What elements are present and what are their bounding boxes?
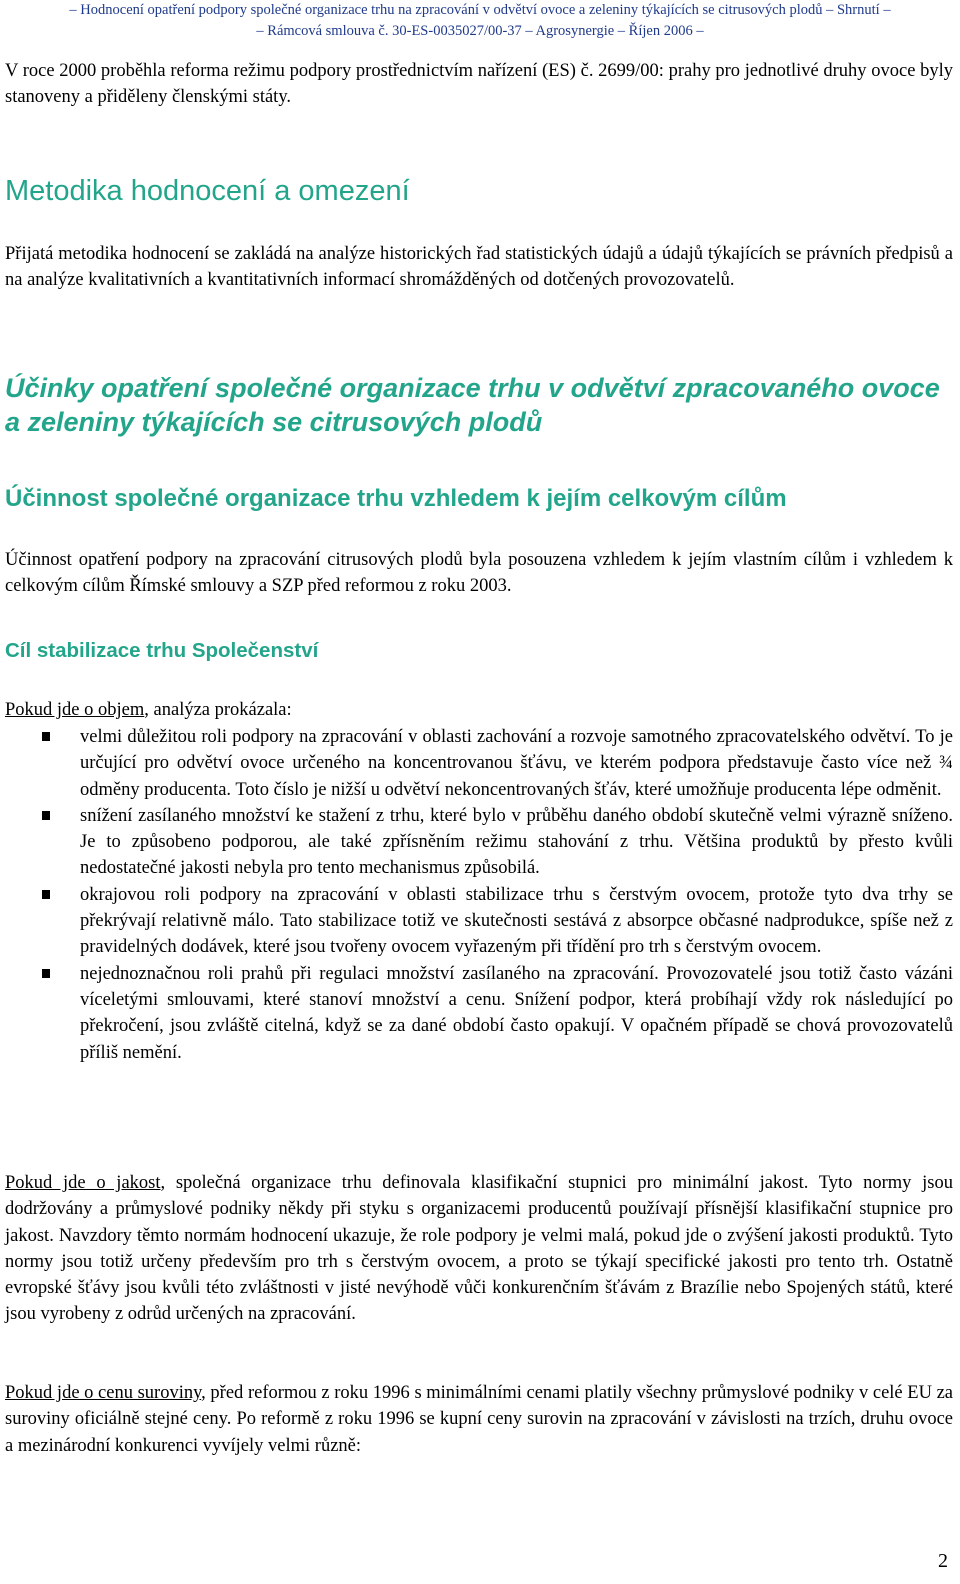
page-number: 2 — [938, 1550, 948, 1572]
stabilization-heading: Cíl stabilizace trhu Společenství — [5, 639, 319, 662]
quality-paragraph — [5, 1170, 953, 1328]
bullet-text: okrajovou roli podpory na zpracování v oblasti stabilizace trhu s čerstvým ovocem, protože tyto dva trhy se překrývají relativně málo. Tato stabilizace totiž ve skutečnosti sestává z absorpce občasné nadprodukce, spíše než z pravidelných dodávek, které jsou tvořeny ovocem vyřazeným při třídění pro trh s čerstvým ovocem. — [80, 884, 953, 958]
price-rest: , před reformou z roku 1996 s minimálními cenami platily všechny průmyslové podniky v celé EU za suroviny oficiálně stejné ceny. Po reformě z roku 1996 se kupní ceny surovin na zpracování v závislosti na trzích, druhu ovoce a mezinárodní konkurenci vyvíjely velmi různě: — [5, 1383, 953, 1456]
square-bullet-icon — [42, 890, 50, 899]
list-item — [5, 961, 953, 1066]
list-item — [5, 724, 953, 803]
effects-heading: Účinky opatření společné organizace trhu v odvětví zpracovaného ovoce a zeleniny týkajících se citrusových plodů — [5, 373, 940, 437]
bullet-text: nejednoznačnou roli prahů při regulaci množství zasílaného na zpracování. Provozovatelé jsou totiž často vázáni víceletými smlouvami, které stanoví množství a cenu. Snížení podpor, která probíhají vždy rok následující po překročení, jsou zvláště citelná, když se za dané období často opakují. V opačném případě se chová provozovatelů příliš nemění. — [80, 963, 953, 1063]
list-item — [5, 882, 953, 961]
methodology-paragraph: Přijatá metodika hodnocení se zakládá na analýze historických řad statistických údajů a údajů týkajících se právních předpisů a na analýze kvalitativních a kvantitativních informací shromážděných od dotčených provozovatelů. — [5, 244, 953, 291]
effectiveness-paragraph: Účinnost opatření podpory na zpracování citrusových plodů byla posouzena vzhledem k jejím vlastním cílům i vzhledem k celkovým cílům Římské smlouvy a SZP před reformou z roku 2003. — [5, 550, 953, 597]
volume-lead-rest: , analýza prokázala: — [144, 700, 292, 720]
header-line-1: – Hodnocení opatření podpory společné organizace trhu na zpracování v odvětví ovoce a zeleniny týkajících se citrusových plodů – Shrnutí – — [69, 2, 891, 18]
square-bullet-icon — [42, 732, 50, 741]
price-lead-underlined: Pokud jde o cenu suroviny — [5, 1383, 202, 1403]
effectiveness-heading: Účinnost společné organizace trhu vzhledem k jejím celkovým cílům — [5, 485, 787, 512]
intro-paragraph: V roce 2000 proběhla reforma režimu podpory prostřednictvím nařízení (ES) č. 2699/00: prahy pro jednotlivé druhy ovoce byly stanoveny a přiděleny členskými státy. — [5, 61, 953, 108]
volume-lead — [5, 697, 953, 723]
price-paragraph — [5, 1380, 953, 1459]
bullet-text: snížení zasílaného množství ke stažení z trhu, které bylo v průběhu daného období skutečně velmi výrazně sníženo. Je to způsobeno podporou, ale také zpřísněním režimu stahování z trhu. Většina produktů by přesto kvůli nedostatečné jakosti nebyla pro tento mechanismus způsobilá. — [80, 805, 953, 879]
bullet-text: velmi důležitou roli podpory na zpracování v oblasti zachování a rozvoje samotného zpracovatelského odvětví. To je určující pro odvětví ovoce určeného na koncentrovanou šťávu, ve kterém podpora představuje často více než ¾ odměny producenta. Toto číslo je nižší u odvětví nekoncentrovaných šťáv, které umožňuje producenta lépe odměnit. — [80, 727, 953, 800]
methodology-heading: Metodika hodnocení a omezení — [5, 175, 410, 207]
list-item — [5, 803, 953, 882]
quality-rest: , společná organizace trhu definovala klasifikační stupnici pro minimální jakost. Tyto normy jsou dodržovány a průmyslové podniky někdy při styku s organizacemi producentů používají přísnější klasifikační stupnice pro jakost. Navzdory těmto normám hodnocení ukazuje, že role podpory je velmi malá, pokud jde o zvýšení jakosti produktů. Tyto normy jsou totiž určeny především pro trh s čerstvým ovocem, a proto se týkají specifické jakosti pro tento trh. Ostatně evropské šťávy jsou kvůli této zvláštnosti v jisté nevýhodě vůči konkurenčním šťávám z Brazílie nebo Spojených států, které jsou vyrobeny z odrůd určených na zpracování. — [5, 1173, 953, 1325]
volume-lead-underlined: Pokud jde o objem — [5, 700, 145, 720]
header-line-2: – Rámcová smlouva č. 30-ES-0035027/00-37 – Agrosynergie – Říjen 2006 – — [256, 23, 704, 39]
running-header — [0, 0, 960, 42]
square-bullet-icon — [42, 969, 50, 978]
square-bullet-icon — [42, 811, 50, 820]
volume-bullet-list — [5, 724, 953, 1066]
quality-lead-underlined: Pokud jde o jakost — [5, 1173, 161, 1193]
